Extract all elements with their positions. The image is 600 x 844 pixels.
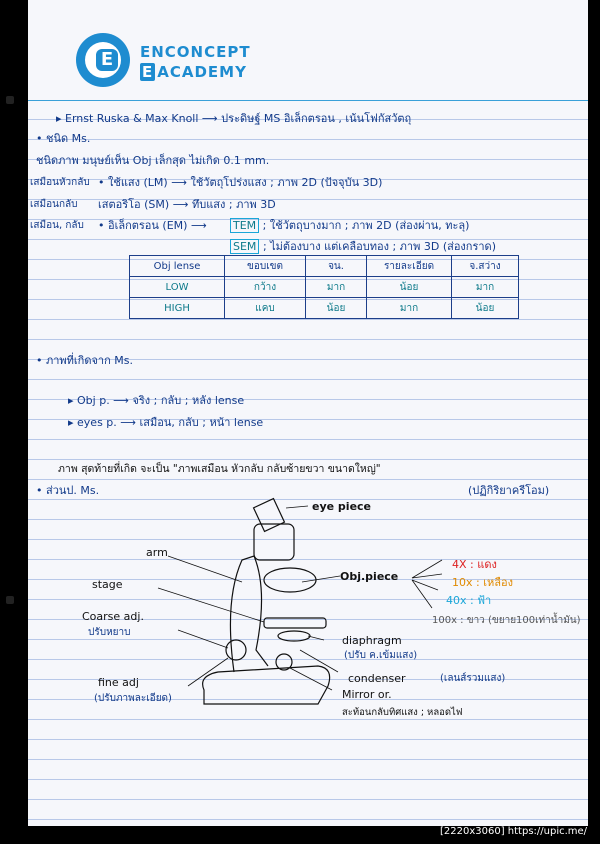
- line-arm: [168, 556, 242, 582]
- sem-badge: SEM: [230, 239, 259, 254]
- line-objpiece: [302, 576, 340, 582]
- table-header-cell: ขอบเขต: [225, 256, 306, 277]
- note-inventors: ▸ Ernst Ruska & Max Knoll ⟶ ประดิษฐ์ MS อิเล็กตรอน , เน้นโฟกัสวัตถุ: [56, 112, 412, 125]
- image-size-footer: [2220x3060] https://upic.me/: [440, 826, 588, 837]
- microscope-diaphragm-shape: [278, 631, 310, 641]
- line-stage: [158, 588, 264, 622]
- label-stage: stage: [92, 578, 123, 591]
- label-coarse-thai: ปรับหยาบ: [88, 627, 131, 638]
- table-cell: มาก: [367, 298, 452, 319]
- note-images-title: • ภาพที่เกิดจาก Ms.: [36, 354, 133, 367]
- table-cell: แคบ: [225, 298, 306, 319]
- mag-40x: 40x : ฟ้า: [446, 594, 492, 607]
- sem-description: ; ไม่ต้องบาง แต่เคลือบทอง ; ภาพ 3D (ส่องกราด): [262, 240, 496, 253]
- note-sm: เสตอริโอ (SM) ⟶ ทึบแสง ; ภาพ 3D: [98, 198, 276, 211]
- table-row: [130, 298, 519, 319]
- brand-logo: [76, 33, 130, 87]
- tem-badge: TEM: [230, 218, 259, 233]
- note-eye-image: ▸ eyes p. ⟶ เสมือน, กลับ ; หน้า lense: [68, 416, 264, 429]
- table-cell: LOW: [130, 277, 225, 298]
- label-eyepiece: eye piece: [312, 500, 372, 513]
- label-fine: fine adj: [98, 676, 139, 689]
- microscope-eyepiece-shape: [254, 499, 285, 532]
- label-mirror-thai: สะท้อนกลับทิศแสง ; หลอดไฟ: [342, 707, 463, 718]
- line-diaphragm: [308, 636, 324, 640]
- table-cell: มาก: [452, 277, 519, 298]
- microscope-base-shape: [203, 666, 330, 704]
- table-cell: น้อย: [367, 277, 452, 298]
- header-rule: [28, 100, 588, 101]
- label-fine-thai: (ปรับภาพละเอียด): [94, 693, 172, 704]
- table-cell: น้อย: [306, 298, 367, 319]
- table-header-row: [130, 256, 519, 277]
- label-arm: arm: [146, 546, 168, 559]
- note-tem-row: [230, 219, 469, 233]
- label-diaphragm-thai: (ปรับ ค.เข้มแสง): [344, 650, 418, 661]
- microscope-coarse-knob-shape: [226, 640, 246, 660]
- table-header-cell: จน.: [306, 256, 367, 277]
- table-cell: น้อย: [452, 298, 519, 319]
- label-objpiece: Obj.piece: [340, 570, 399, 583]
- brand-name-line2: [140, 63, 247, 81]
- microscope-tube-shape: [254, 524, 294, 560]
- note-obj-image: ▸ Obj p. ⟶ จริง ; กลับ ; หลัง lense: [68, 394, 245, 407]
- logo-letter: E: [96, 49, 118, 71]
- binding-hole: [6, 596, 14, 604]
- table-header-cell: จ.สว่าง: [452, 256, 519, 277]
- note-final-image-2: (ปฏิกิริยาครีโอม): [468, 484, 550, 497]
- magnification-branch-lines: [412, 560, 442, 608]
- line-eyepiece: [286, 506, 308, 508]
- note-lm: • ใช้แสง (LM) ⟶ ใช้วัตถุโปร่งแสง ; ภาพ 2D (ปัจจุบัน 3D): [98, 176, 383, 189]
- line-mirror: [290, 668, 332, 690]
- label-condenser-thai: (เลนส์รวมแสง): [440, 673, 506, 684]
- binding-hole: [6, 96, 14, 104]
- mag-100x: 100x : ขาว (ขยาย100เท่าน้ำมัน): [432, 615, 581, 626]
- note-definition: ชนิดภาพ มนุษย์เห็น Obj เล็กสุด ไม่เกิด 0.1 mm.: [36, 154, 270, 167]
- note-em: • อิเล็กตรอน (EM) ⟶: [98, 219, 207, 232]
- brand-name-line1: ENCONCEPT: [140, 43, 251, 61]
- table-header-cell: Obj lense: [130, 256, 225, 277]
- brand-box-letter: E: [142, 63, 154, 81]
- microscope-arm-shape: [230, 556, 268, 672]
- label-mirror: Mirror or.: [342, 688, 392, 701]
- objective-lens-table: [129, 255, 519, 319]
- label-condenser: condenser: [348, 672, 406, 685]
- note-types-title: • ชนิด Ms.: [36, 132, 91, 145]
- label-diaphragm: diaphragm: [342, 634, 402, 647]
- mag-4x: 4X : แดง: [452, 558, 497, 571]
- note-lm-image: เสมือนหัวกลับ: [30, 177, 90, 188]
- table-cell: มาก: [306, 277, 367, 298]
- microscope-nosepiece-shape: [264, 568, 316, 592]
- brand-name-academy: ACADEMY: [157, 63, 247, 81]
- table-cell: กว้าง: [225, 277, 306, 298]
- table-header-cell: รายละเอียด: [367, 256, 452, 277]
- line-coarse: [178, 630, 228, 648]
- note-final-image: ภาพ สุดท้ายที่เกิด จะเป็น "ภาพเสมือน หัวกลับ กลับซ้ายขวา ขนาดใหญ่": [58, 463, 381, 475]
- label-coarse: Coarse adj.: [82, 610, 144, 623]
- mag-10x: 10x : เหลือง: [452, 576, 513, 589]
- tem-description: ; ใช้วัตถุบางมาก ; ภาพ 2D (ส่องผ่าน, ทะลุ): [262, 219, 470, 232]
- table-cell: HIGH: [130, 298, 225, 319]
- note-sm-image: เสมือนกลับ: [30, 199, 78, 210]
- note-em-image: เสมือน, กลับ: [30, 220, 84, 231]
- line-condenser: [300, 650, 338, 672]
- microscope-stage-shape: [264, 618, 326, 628]
- notebook-page: [28, 0, 588, 826]
- note-sem-row: [230, 240, 496, 254]
- note-parts-title: • ส่วนป. Ms.: [36, 484, 100, 497]
- table-row: [130, 277, 519, 298]
